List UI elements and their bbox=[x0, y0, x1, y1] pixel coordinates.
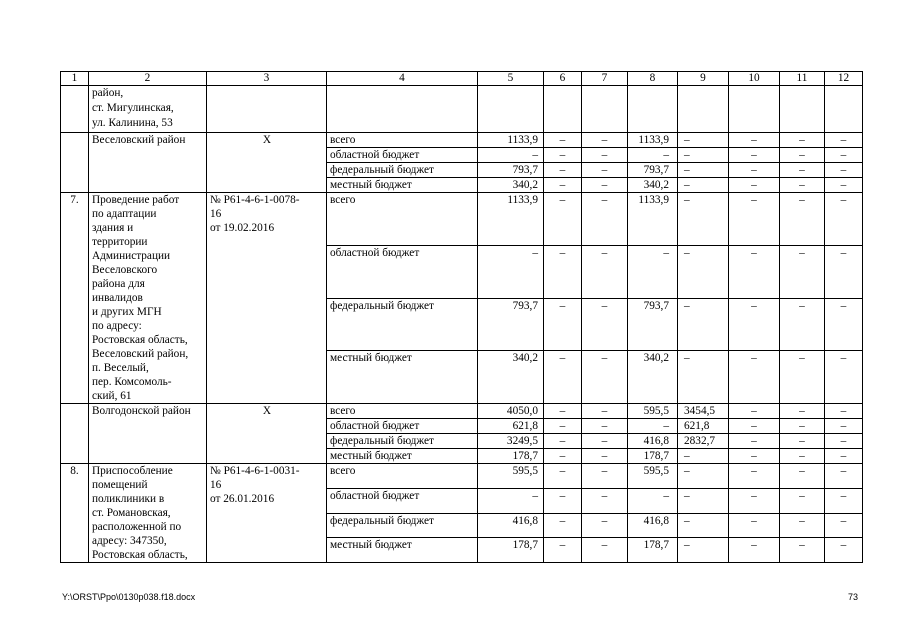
value-cell: – bbox=[544, 513, 582, 538]
value-cell: – bbox=[544, 148, 582, 163]
value-cell: – bbox=[825, 178, 863, 193]
value-cell: – bbox=[825, 513, 863, 538]
value-cell: – bbox=[780, 351, 825, 404]
value-cell: – bbox=[678, 351, 729, 404]
item-name: Проведение работ по адаптации здания и территории Администрации Веселовского района для инвалидов и других МГН по адресу: Ростовская область, Веселовский район, п. Веселый, пер. Комсомоль- ский, 61 bbox=[89, 193, 207, 404]
page-number: 73 bbox=[847, 592, 858, 602]
value-cell: 340,2 bbox=[478, 178, 544, 193]
value-cell: – bbox=[582, 404, 628, 419]
item-number: 7. bbox=[61, 193, 89, 404]
col-header-2: 2 bbox=[89, 72, 207, 86]
value-cell: 3249,5 bbox=[478, 434, 544, 449]
col-header-7: 7 bbox=[582, 72, 628, 86]
value-cell: 793,7 bbox=[628, 163, 678, 178]
value-cell: – bbox=[544, 488, 582, 513]
table-row bbox=[61, 464, 863, 489]
value-cell: – bbox=[780, 133, 825, 148]
file-path: Y:\ORST\Ppo\0130p038.f18.docx bbox=[62, 592, 196, 602]
value-cell: – bbox=[780, 163, 825, 178]
value-cell: – bbox=[825, 434, 863, 449]
funding-source: федеральный бюджет bbox=[327, 298, 478, 351]
funding-source: местный бюджет bbox=[327, 178, 478, 193]
value-cell: – bbox=[780, 513, 825, 538]
table-body bbox=[61, 72, 863, 563]
value-cell: 416,8 bbox=[478, 513, 544, 538]
value-cell: – bbox=[544, 464, 582, 489]
value-cell: – bbox=[825, 538, 863, 563]
value-cell: – bbox=[780, 538, 825, 563]
value-cell: 178,7 bbox=[478, 449, 544, 464]
value-cell: – bbox=[582, 464, 628, 489]
item-document: № Р61-4-6-1-0078- 16 от 19.02.2016 bbox=[207, 193, 327, 404]
item-number bbox=[61, 133, 89, 193]
value-cell: – bbox=[780, 488, 825, 513]
value-cell: – bbox=[678, 513, 729, 538]
value-cell: – bbox=[544, 163, 582, 178]
value-cell: – bbox=[678, 163, 729, 178]
value-cell: – bbox=[780, 193, 825, 246]
value-cell: – bbox=[544, 245, 582, 298]
value-cell: – bbox=[478, 245, 544, 298]
value-cell: – bbox=[825, 419, 863, 434]
table-row bbox=[61, 133, 863, 148]
value-cell: – bbox=[729, 178, 780, 193]
value-cell: – bbox=[582, 434, 628, 449]
value-cell: – bbox=[729, 133, 780, 148]
col-header-9: 9 bbox=[678, 72, 729, 86]
value-cell: 416,8 bbox=[628, 513, 678, 538]
value-cell: – bbox=[825, 298, 863, 351]
col-header-8: 8 bbox=[628, 72, 678, 86]
funding-source: всего bbox=[327, 133, 478, 148]
item-name: Веселовский район bbox=[89, 133, 207, 193]
value-cell: – bbox=[825, 133, 863, 148]
value-cell: – bbox=[678, 488, 729, 513]
funding-source: областной бюджет bbox=[327, 488, 478, 513]
value-cell: – bbox=[825, 351, 863, 404]
value-cell: – bbox=[582, 163, 628, 178]
value-cell: – bbox=[628, 488, 678, 513]
value-cell: – bbox=[544, 404, 582, 419]
funding-source: всего bbox=[327, 464, 478, 489]
value-cell: – bbox=[825, 163, 863, 178]
value-cell: – bbox=[544, 351, 582, 404]
value-cell: – bbox=[582, 178, 628, 193]
value-cell: – bbox=[544, 449, 582, 464]
value-cell: – bbox=[729, 538, 780, 563]
value-cell: 595,5 bbox=[478, 464, 544, 489]
value-cell: – bbox=[582, 538, 628, 563]
value-cell: – bbox=[582, 419, 628, 434]
value-cell: – bbox=[729, 163, 780, 178]
value-cell: – bbox=[678, 193, 729, 246]
value-cell: – bbox=[678, 133, 729, 148]
value-cell: – bbox=[729, 404, 780, 419]
value-cell: 595,5 bbox=[628, 404, 678, 419]
value-cell: – bbox=[729, 351, 780, 404]
value-cell: 793,7 bbox=[478, 163, 544, 178]
funding-source: федеральный бюджет bbox=[327, 434, 478, 449]
budget-table bbox=[60, 71, 863, 563]
value-cell: 416,8 bbox=[628, 434, 678, 449]
value-cell: – bbox=[544, 298, 582, 351]
value-cell: 178,7 bbox=[628, 538, 678, 563]
value-cell: – bbox=[780, 298, 825, 351]
value-cell: – bbox=[780, 434, 825, 449]
value-cell: – bbox=[825, 404, 863, 419]
col-header-10: 10 bbox=[729, 72, 780, 86]
value-cell: – bbox=[678, 538, 729, 563]
value-cell: – bbox=[729, 449, 780, 464]
col-header-1: 1 bbox=[61, 72, 89, 86]
value-cell: – bbox=[780, 449, 825, 464]
value-cell: – bbox=[544, 178, 582, 193]
funding-source: всего bbox=[327, 193, 478, 246]
funding-source: местный бюджет bbox=[327, 351, 478, 404]
value-cell: 1133,9 bbox=[628, 133, 678, 148]
value-cell: – bbox=[825, 488, 863, 513]
value-cell: 793,7 bbox=[628, 298, 678, 351]
value-cell: 2832,7 bbox=[678, 434, 729, 449]
item-document: X bbox=[207, 133, 327, 193]
value-cell: 793,7 bbox=[478, 298, 544, 351]
continued-address: район, ст. Мигулинская, ул. Калинина, 53 bbox=[89, 86, 207, 133]
value-cell: – bbox=[628, 245, 678, 298]
value-cell: 621,8 bbox=[678, 419, 729, 434]
value-cell: – bbox=[582, 245, 628, 298]
value-cell: – bbox=[678, 178, 729, 193]
value-cell: – bbox=[628, 148, 678, 163]
funding-source: областной бюджет bbox=[327, 245, 478, 298]
value-cell: – bbox=[825, 148, 863, 163]
value-cell: 178,7 bbox=[628, 449, 678, 464]
col-header-4: 4 bbox=[327, 72, 478, 86]
value-cell: – bbox=[478, 488, 544, 513]
funding-source: областной бюджет bbox=[327, 148, 478, 163]
col-header-5: 5 bbox=[478, 72, 544, 86]
value-cell: – bbox=[729, 298, 780, 351]
value-cell: 340,2 bbox=[478, 351, 544, 404]
value-cell: – bbox=[678, 449, 729, 464]
value-cell: – bbox=[582, 148, 628, 163]
header-row bbox=[61, 72, 863, 86]
value-cell: – bbox=[582, 488, 628, 513]
value-cell: – bbox=[582, 298, 628, 351]
item-document: № Р61-4-6-1-0031- 16 от 26.01.2016 bbox=[207, 464, 327, 563]
value-cell: – bbox=[678, 298, 729, 351]
funding-source: федеральный бюджет bbox=[327, 163, 478, 178]
value-cell: 1133,9 bbox=[478, 193, 544, 246]
value-cell: – bbox=[729, 148, 780, 163]
value-cell: 340,2 bbox=[628, 351, 678, 404]
table-row bbox=[61, 193, 863, 246]
value-cell: – bbox=[729, 464, 780, 489]
value-cell: – bbox=[478, 148, 544, 163]
value-cell: – bbox=[825, 245, 863, 298]
funding-source: местный бюджет bbox=[327, 449, 478, 464]
value-cell: – bbox=[678, 245, 729, 298]
value-cell: – bbox=[729, 419, 780, 434]
continuation-row bbox=[61, 86, 863, 133]
value-cell: – bbox=[582, 351, 628, 404]
value-cell: – bbox=[544, 538, 582, 563]
value-cell: – bbox=[825, 464, 863, 489]
value-cell: – bbox=[825, 193, 863, 246]
value-cell: – bbox=[582, 449, 628, 464]
value-cell: – bbox=[780, 245, 825, 298]
value-cell: – bbox=[678, 464, 729, 489]
value-cell: – bbox=[582, 133, 628, 148]
item-document: X bbox=[207, 404, 327, 464]
item-number: 8. bbox=[61, 464, 89, 563]
value-cell: – bbox=[780, 148, 825, 163]
value-cell: – bbox=[729, 513, 780, 538]
value-cell: – bbox=[544, 419, 582, 434]
value-cell: – bbox=[544, 193, 582, 246]
value-cell: 1133,9 bbox=[628, 193, 678, 246]
value-cell: – bbox=[729, 434, 780, 449]
value-cell: – bbox=[780, 419, 825, 434]
col-header-11: 11 bbox=[780, 72, 825, 86]
value-cell: – bbox=[628, 419, 678, 434]
funding-source: местный бюджет bbox=[327, 538, 478, 563]
value-cell: – bbox=[544, 434, 582, 449]
value-cell: 4050,0 bbox=[478, 404, 544, 419]
funding-source: областной бюджет bbox=[327, 419, 478, 434]
value-cell: 595,5 bbox=[628, 464, 678, 489]
item-name: Волгодонской район bbox=[89, 404, 207, 464]
funding-source: федеральный бюджет bbox=[327, 513, 478, 538]
value-cell: 1133,9 bbox=[478, 133, 544, 148]
value-cell: 3454,5 bbox=[678, 404, 729, 419]
col-header-3: 3 bbox=[207, 72, 327, 86]
value-cell: – bbox=[780, 404, 825, 419]
value-cell: – bbox=[780, 464, 825, 489]
value-cell: – bbox=[582, 513, 628, 538]
value-cell: – bbox=[780, 178, 825, 193]
value-cell: 340,2 bbox=[628, 178, 678, 193]
value-cell: 178,7 bbox=[478, 538, 544, 563]
value-cell: 621,8 bbox=[478, 419, 544, 434]
value-cell: – bbox=[729, 245, 780, 298]
item-name: Приспособление помещений поликлиники в ст. Романовская, расположенной по адресу: 347350, Ростовская область, bbox=[89, 464, 207, 563]
funding-source: всего bbox=[327, 404, 478, 419]
value-cell: – bbox=[544, 133, 582, 148]
value-cell: – bbox=[729, 488, 780, 513]
value-cell: – bbox=[729, 193, 780, 246]
table-row bbox=[61, 404, 863, 419]
value-cell: – bbox=[582, 193, 628, 246]
value-cell: – bbox=[825, 449, 863, 464]
value-cell: – bbox=[678, 148, 729, 163]
col-header-12: 12 bbox=[825, 72, 863, 86]
item-number bbox=[61, 404, 89, 464]
col-header-6: 6 bbox=[544, 72, 582, 86]
